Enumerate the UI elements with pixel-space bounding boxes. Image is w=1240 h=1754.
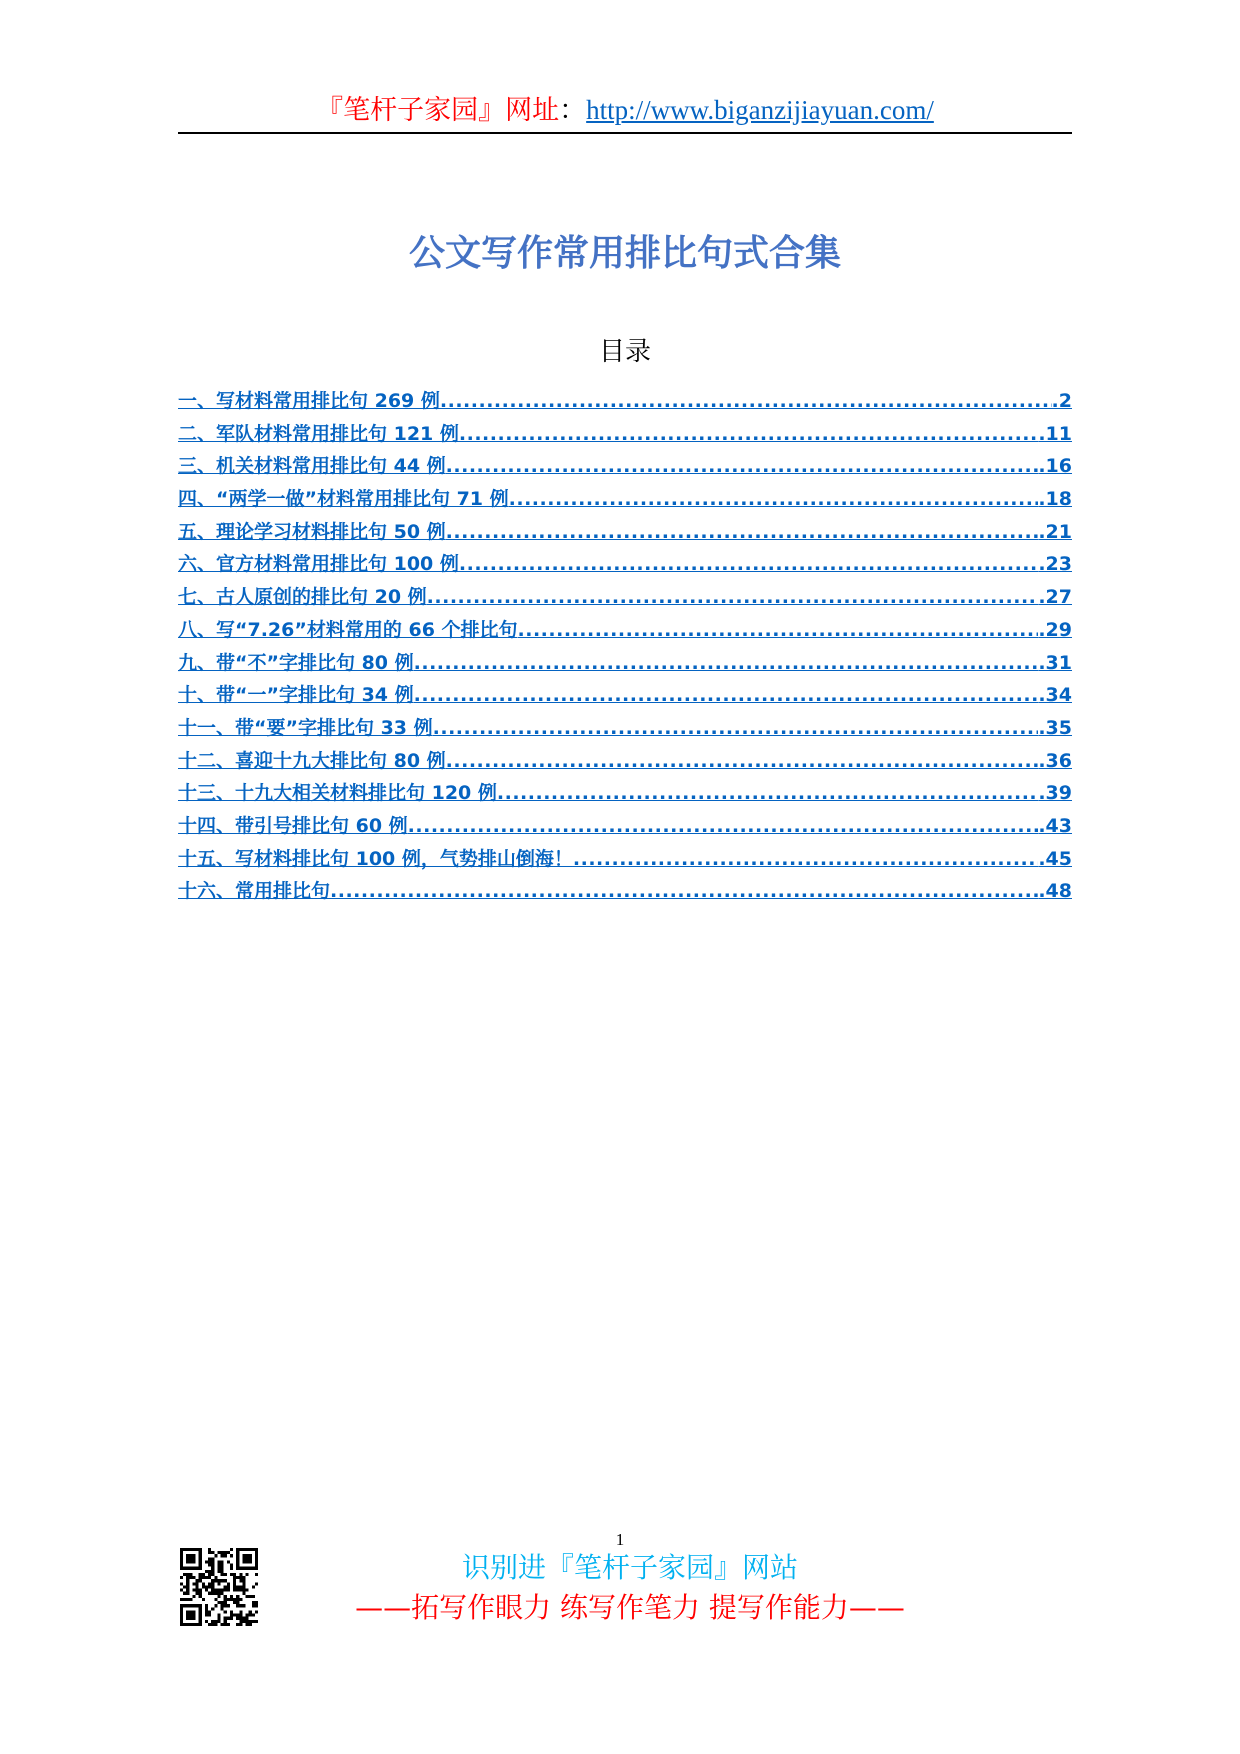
toc-entry[interactable]	[178, 648, 1072, 681]
page-number: 1	[615, 1530, 625, 1549]
toc-entry[interactable]	[178, 713, 1072, 746]
toc-entry-label: 十二、喜迎十九大排比句 80 例	[178, 749, 446, 772]
toc-entry[interactable]	[178, 746, 1072, 779]
toc-entry-page: .48	[1038, 880, 1072, 903]
toc-entry-page: .43	[1038, 814, 1072, 837]
toc-dot-leader	[433, 717, 1039, 739]
toc-dot-leader	[446, 521, 1039, 543]
toc-entry[interactable]	[178, 451, 1072, 484]
toc-dot-leader	[459, 423, 1038, 445]
toc-entry-label: 十六、常用排比句	[178, 880, 331, 903]
toc-entry[interactable]	[178, 778, 1072, 811]
header-colon: ：	[559, 95, 587, 125]
toc-entry-page: .29	[1038, 618, 1072, 641]
toc-entry[interactable]	[178, 517, 1072, 550]
toc-heading: 目录	[598, 337, 651, 367]
toc-entry-label: 五、理论学习材料排比句 50 例	[178, 520, 446, 543]
toc-entry-page: .21	[1038, 520, 1072, 543]
toc-entry[interactable]	[178, 484, 1072, 517]
footer-slogan: ——拓写作眼力 练写作笔力 提写作能力——	[355, 1591, 905, 1624]
toc-entry[interactable]	[178, 419, 1072, 452]
toc-entry-page: .2	[1051, 390, 1072, 412]
toc-entry-label: 一、写材料常用排比句 269 例	[178, 390, 440, 412]
toc-entry[interactable]	[178, 876, 1072, 909]
toc-entry[interactable]	[178, 844, 1072, 877]
toc-entry-page: .39	[1038, 782, 1072, 805]
footer-site-prompt: 识别进『笔杆子家园』网站	[461, 1551, 798, 1584]
site-url-link[interactable]: http://www.biganzijiayuan.com/	[586, 95, 934, 125]
toc-dot-leader	[414, 652, 1039, 674]
toc-dot-leader	[509, 488, 1039, 510]
toc-entry-label: 十三、十九大相关材料排比句 120 例	[178, 782, 497, 805]
toc-entry-label: 十五、写材料排比句 100 例，气势排山倒海！	[178, 847, 573, 870]
toc-entry-label: 十、带“一”字排比句 34 例	[178, 684, 414, 707]
toc-entry-page: .31	[1038, 651, 1072, 674]
toc-dot-leader	[330, 880, 1038, 902]
site-brand: 『笔杆子家园』网址	[316, 95, 560, 126]
toc-entry-label: 四、“两学一做”材料常用排比句 71 例	[178, 488, 509, 511]
toc-entry-page: .11	[1038, 422, 1072, 445]
toc-entry[interactable]	[178, 549, 1072, 582]
toc-dot-leader	[518, 619, 1039, 641]
qr-code-icon	[180, 1548, 258, 1626]
toc-entry-label: 八、写“7.26”材料常用的 66 个排比句	[178, 618, 518, 641]
toc-entry[interactable]	[178, 386, 1072, 419]
toc-entry-page: .34	[1038, 684, 1072, 707]
toc-dot-leader	[427, 586, 1039, 608]
toc-entry[interactable]	[178, 811, 1072, 844]
toc-dot-leader	[414, 684, 1039, 706]
toc-entry-label: 十一、带“要”字排比句 33 例	[178, 716, 433, 739]
toc-entry-page: .16	[1038, 455, 1072, 478]
toc-entry-page: .23	[1038, 553, 1072, 576]
table-of-contents	[178, 386, 1072, 909]
toc-dot-leader	[459, 553, 1038, 575]
header-divider	[178, 132, 1072, 134]
toc-entry[interactable]	[178, 615, 1072, 648]
toc-entry-page: .36	[1038, 749, 1072, 772]
toc-dot-leader	[497, 782, 1038, 804]
toc-dot-leader	[440, 390, 1052, 412]
toc-entry-label: 七、古人原创的排比句 20 例	[178, 586, 427, 609]
toc-entry-label: 二、军队材料常用排比句 121 例	[178, 422, 459, 445]
toc-entry-page: .35	[1038, 716, 1072, 739]
toc-entry-page: .27	[1038, 586, 1072, 609]
toc-dot-leader	[446, 750, 1039, 772]
toc-entry-label: 九、带“不”字排比句 80 例	[178, 651, 414, 674]
toc-entry-page: .45	[1038, 847, 1072, 870]
toc-entry[interactable]	[178, 680, 1072, 713]
toc-dot-leader	[446, 455, 1039, 477]
site-header	[178, 90, 1072, 131]
toc-entry-label: 十四、带引号排比句 60 例	[178, 814, 408, 837]
toc-entry-label: 三、机关材料常用排比句 44 例	[178, 455, 446, 478]
toc-dot-leader	[573, 848, 1038, 870]
toc-entry-page: .18	[1038, 488, 1072, 511]
document-title: 公文写作常用排比句式合集	[408, 233, 841, 274]
toc-entry[interactable]	[178, 582, 1072, 615]
toc-entry-label: 六、官方材料常用排比句 100 例	[178, 553, 459, 576]
toc-dot-leader	[408, 815, 1039, 837]
